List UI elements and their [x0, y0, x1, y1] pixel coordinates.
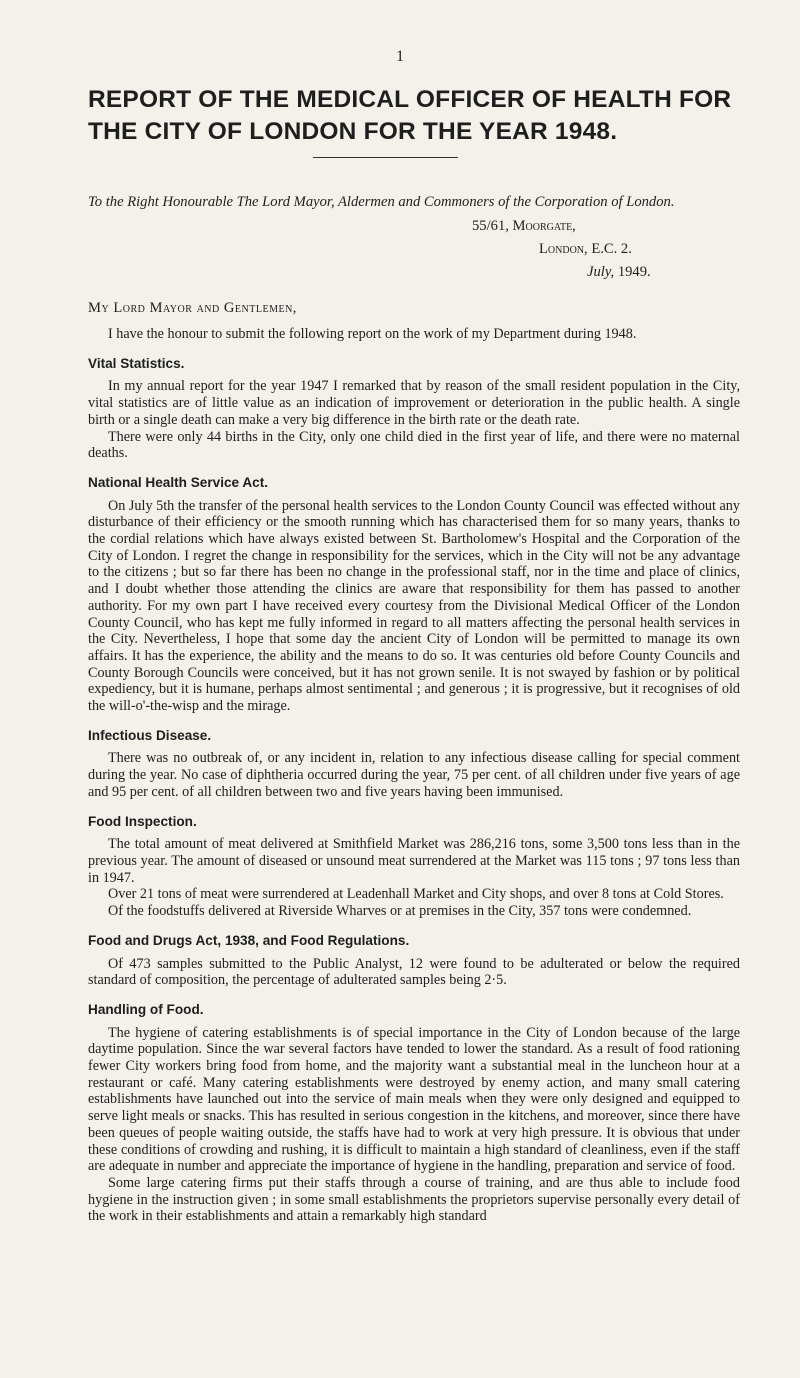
paragraph: There was no outbreak of, or any incident in, relation to any infectious disease calling for special comment during the year. No case of diphtheria occurred during the year, 75 per cent. of all children under five years of age and 95 per cent. of all children between two and five years having been immunised.	[88, 750, 740, 800]
section-heading: Food and Drugs Act, 1938, and Food Regulations.	[88, 932, 410, 948]
section-heading: Handling of Food.	[88, 1001, 204, 1017]
title-divider	[313, 157, 458, 158]
address-date-year: 1949.	[617, 264, 651, 280]
paragraph: Some large catering firms put their staffs through a course of training, and are thus able to include food hygiene in the instruction given ; in some small establishments the proprietors supervise personally every detail of the work in their establishments and attain a remarkably high standard	[88, 1174, 740, 1225]
paragraph: Of the foodstuffs delivered at Riverside Wharves or at premises in the City, 357 tons were condemned.	[108, 903, 692, 920]
section-national-health-service-act	[88, 475, 740, 715]
section-heading: Food Inspection.	[88, 813, 197, 829]
paragraph: In my annual report for the year 1947 I remarked that by reason of the small resident population in the City, vital statistics are of little value as an indication of improvement or deterioration in the public health. A single birth or a single death can make a very big difference in the birth rate or the death rate.	[88, 378, 740, 428]
address-city: London, E.C. 2.	[539, 241, 632, 257]
section-food-inspection	[88, 814, 740, 920]
section-infectious-disease	[88, 728, 740, 801]
intro-paragraph: I have the honour to submit the following report on the work of my Department during 1948.	[108, 326, 637, 342]
report-body	[88, 326, 740, 1225]
section-heading: Vital Statistics.	[88, 355, 185, 371]
paragraph: The hygiene of catering establishments is of special importance in the City of London because of the large daytime population. Since the war several factors have tended to lower the standard. As a result of food rationing fewer City workers bring food from home, and the majority want a substantial meal in the luncheon hour at a restaurant or café. Many catering establishments were destroyed by enemy action, and many small catering establishments have launched out into the service of main meals when they were only designed and equipped to serve light meals or snacks. This has resulted in serious congestion in the kitchens, and moreover, since there have been queues of people waiting outside, the staffs have had to work at very high pressure. It is obvious that under these conditions of crowding and rushing, it is difficult to maintain a high standard of cleanliness, even if the staff are adequate in number and appreciate the importance of hygiene in the handling, preparation and service of food.	[88, 1024, 740, 1175]
paragraph: There were only 44 births in the City, only one child died in the first year of life, and there were no maternal deaths.	[88, 428, 740, 462]
section-vital-statistics	[88, 356, 740, 462]
paragraph: The total amount of meat delivered at Smithfield Market was 286,216 tons, some 3,500 tons less than in the previous year. The amount of diseased or unsound meat surrendered at the Market was 115 tons ; 97 tons less than in 1947.	[88, 836, 740, 886]
address-date-month: July,	[587, 264, 615, 280]
paragraph: Of 473 samples submitted to the Public Analyst, 12 were found to be adulterated or below the required standard of composition, the percentage of adulterated samples being 2·5.	[88, 955, 740, 989]
section-handling-of-food	[88, 1002, 740, 1225]
paragraph: Over 21 tons of meat were surrendered at Leadenhall Market and City shops, and over 8 tons at Cold Stores.	[108, 886, 724, 903]
page-number: 1	[396, 48, 404, 65]
address-street: 55/61, Moorgate,	[472, 218, 576, 234]
section-heading: National Health Service Act.	[88, 474, 269, 490]
paragraph: On July 5th the transfer of the personal health services to the London County Council was effected without any disturbance of their efficiency or the smooth running which has characterised them for so many years, thanks to the cordial relations which have always existed between St. Bartholomew's Hospital and the Corporation of the City of London. I regret the change in responsibility for the services, which in the City will not be any advantage to the citizens ; but so far there has been no change in the professional staff, nor in the time and place of clinics, and I doubt whether those attending the clinics are aware that responsibility for them has passed to another authority. For my own part I have received every courtesy from the Divisional Medical Officer of the London County Council, who has kept me fully informed in regard to all matters affecting the personal health services in the City. Nevertheless, I hope that some day the ancient City of London will be permitted to manage its own affairs. It has the experience, the ability and the means to do so. It was centuries old before County Councils and County Borough Councils were conceived, but it has not grown senile. It is not swayed by fashion or by political expediency, but it is humane, perhaps almost sentimental ; and generous ; it is progressive, but it recognises of old the will-o'-the-wisp and the mirage.	[88, 497, 740, 715]
address-date	[587, 264, 651, 281]
section-heading: Infectious Disease.	[88, 727, 212, 743]
section-food-and-drugs-act	[88, 933, 740, 989]
salutation: My Lord Mayor and Gentlemen,	[88, 300, 297, 316]
report-title: REPORT OF THE MEDICAL OFFICER OF HEALTH FOR THE CITY OF LONDON FOR THE YEAR 1948.	[88, 86, 732, 145]
addressee: To the Right Honourable The Lord Mayor, Aldermen and Commoners of the Corporation of London.	[88, 194, 675, 210]
